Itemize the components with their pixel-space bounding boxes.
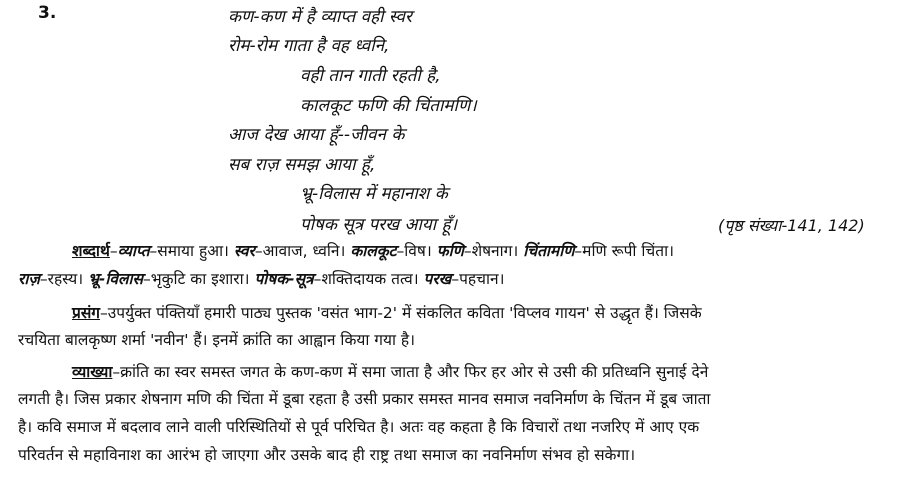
- vyakhya-heading: व्याख्या: [72, 363, 113, 381]
- vyakhya-line-1: व्याख्या–क्रांति का स्वर समस्त जगत के कण-कण में समा जाता है और फिर हर ओर से उसी की प्रतिध्वनि सुनाई देने: [72, 363, 709, 381]
- prasang-heading: प्रसंग: [72, 304, 101, 322]
- poem-line: सब राज़ समझ आया हूँ,: [228, 155, 376, 175]
- poem-line: रोम-रोम गाता है वह ध्वनि,: [228, 36, 390, 56]
- poem-line: कण-कण में है व्याप्त वही स्वर: [228, 7, 412, 27]
- prasang-text: उपर्युक्त पंक्तियाँ हमारी पाठ्य पुस्तक 'वसंत भाग-2' में संकलित कविता 'विप्लव गायन' से उद्धृत हैं। जिसके: [107, 304, 702, 322]
- vyakhya-line-2: लगती है। जिस प्रकार शेषनाग मणि की चिंता में डूबा रहता है उसी प्रकार समस्त मानव समाज नवनिर्माण के चिंतन में डूब जाता: [18, 390, 711, 408]
- page-reference: (पृष्ठ संख्या-141, 142): [718, 216, 865, 235]
- prasang-line-1: प्रसंग–उपर्युक्त पंक्तियाँ हमारी पाठ्य पुस्तक 'वसंत भाग-2' में संकलित कविता 'विप्लव गायन' से उद्धृत हैं। जिसके: [72, 304, 702, 322]
- term: फणि: [436, 242, 464, 260]
- term: कालकूट: [350, 242, 397, 260]
- poem-line: पोषक सूत्र परख आया हूँ।: [300, 215, 458, 235]
- vyakhya-line-3: है। कवि समाज में बदलाव लाने वाली परिस्थितियों से पूर्व परिचित है। अतः वह कहता है कि विचारों तथा नजरिए में आए एक: [18, 418, 700, 436]
- term: स्वर: [233, 242, 255, 260]
- poem-line: वही तान गाती रहती है,: [300, 66, 441, 86]
- term: पोषक-सूत्र: [254, 270, 314, 288]
- meaning: समाया हुआ।: [157, 242, 229, 260]
- question-number: 3.: [38, 3, 57, 23]
- term: व्याप्त: [117, 242, 150, 260]
- meaning: शक्तिदायक तत्व।: [321, 270, 419, 288]
- meaning: भृकुटि का इशारा।: [150, 270, 250, 288]
- term: परख: [423, 270, 452, 288]
- poem-line: भ्रू-विलास में महानाश के: [300, 184, 448, 204]
- meaning: रहस्य।: [47, 270, 84, 288]
- poem-line: कालकूट फणि की चिंतामणि।: [300, 96, 477, 116]
- meaning: मणि रूपी चिंता।: [582, 242, 674, 260]
- shabdarth-line-2: राज़–रहस्य। भ्रू-विलास–भृकुटि का इशारा। पोषक-सूत्र–शक्तिदायक तत्व। परख–पहचान।: [18, 270, 505, 288]
- term: चिंतामणि: [523, 242, 575, 260]
- vyakhya-line-4: परिवर्तन से महाविनाश का आरंभ हो जाएगा और उसके बाद ही राष्ट्र तथा समाज का नवनिर्माण संभव हो सकेगा।: [18, 446, 636, 464]
- prasang-line-2: रचयिता बालकृष्ण शर्मा 'नवीन' हैं। इनमें क्रांति का आह्वान किया गया है।: [18, 331, 416, 349]
- term: राज़: [18, 270, 40, 288]
- shabdarth-line-1: शब्दार्थ–व्याप्त–समाया हुआ। स्वर–आवाज, ध्वनि। कालकूट–विष। फणि–शेषनाग। चिंतामणि–मणि रूपी चिंता।: [72, 242, 674, 260]
- meaning: पहचान।: [459, 270, 505, 288]
- meaning: विष।: [404, 242, 432, 260]
- vyakhya-text: क्रांति का स्वर समस्त जगत के कण-कण में समा जाता है और फिर हर ओर से उसी की प्रतिध्वनि सुनाई देने: [120, 363, 709, 381]
- shabdarth-heading: शब्दार्थ: [72, 242, 110, 260]
- term: भ्रू-विलास: [88, 270, 143, 288]
- poem-line: आज देख आया हूँ--जीवन के: [228, 125, 405, 145]
- meaning: आवाज, ध्वनि।: [262, 242, 346, 260]
- meaning: शेषनाग।: [471, 242, 519, 260]
